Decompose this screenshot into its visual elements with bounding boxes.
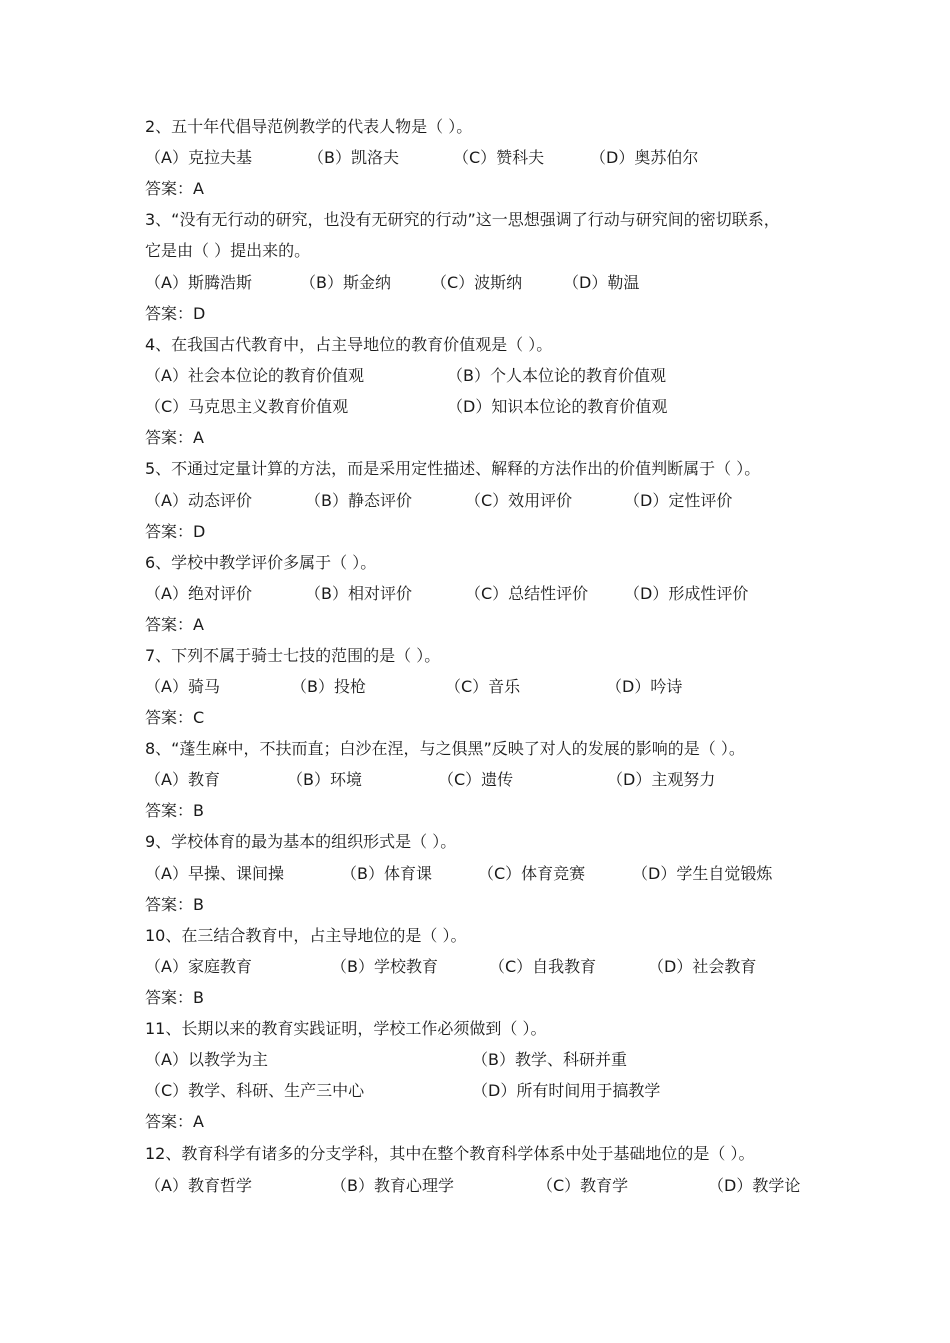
- question-11-text: 11、长期以来的教育实践证明，学校工作必须做到（ ）。: [145, 1019, 547, 1038]
- question-6-text: 6、学校中教学评价多属于（ ）。: [145, 553, 377, 572]
- option-c: （C）音乐: [445, 677, 521, 696]
- question-6-answer: 答案：A: [145, 615, 204, 634]
- question-10-text: 10、在三结合教育中，占主导地位的是（ ）。: [145, 926, 467, 945]
- option-c: （C）赞科夫: [453, 148, 545, 167]
- question-4-answer: 答案：A: [145, 428, 204, 447]
- question-10-answer: 答案：B: [145, 988, 204, 1007]
- option-d: （D）社会教育: [648, 957, 757, 976]
- option-b: （B）教学、科研并重: [472, 1050, 627, 1069]
- option-b: （B）学校教育: [331, 957, 438, 976]
- question-2-answer: 答案：A: [145, 179, 204, 198]
- question-2-text: 2、五十年代倡导范例教学的代表人物是（ ）。: [145, 117, 473, 136]
- option-b: （B）体育课: [341, 864, 432, 883]
- option-c: （C）教育学: [537, 1176, 629, 1195]
- question-9-answer: 答案：B: [145, 895, 204, 914]
- option-b: （B）投枪: [291, 677, 366, 696]
- option-a: （A）社会本位论的教育价值观: [145, 366, 364, 385]
- option-a: （A）家庭教育: [145, 957, 252, 976]
- option-b: （B）环境: [287, 770, 362, 789]
- option-b: （B）静态评价: [305, 491, 412, 510]
- option-b: （B）个人本位论的教育价值观: [447, 366, 666, 385]
- option-d: （D）所有时间用于搞教学: [472, 1081, 661, 1100]
- option-d: （D）学生自觉锻炼: [632, 864, 773, 883]
- option-c: （C）教学、科研、生产三中心: [145, 1081, 365, 1100]
- question-8-answer: 答案：B: [145, 801, 204, 820]
- option-d: （D）知识本位论的教育价值观: [447, 397, 668, 416]
- option-a: （A）教育: [145, 770, 220, 789]
- option-c: （C）遗传: [438, 770, 514, 789]
- question-7-answer: 答案：C: [145, 708, 205, 727]
- option-d: （D）奥苏伯尔: [590, 148, 699, 167]
- option-c: （C）总结性评价: [465, 584, 589, 603]
- question-5-text: 5、不通过定量计算的方法，而是采用定性描述、解释的方法作出的价值判断属于（ ）。: [145, 459, 761, 478]
- option-c: （C）自我教育: [489, 957, 597, 976]
- option-a: （A）斯腾浩斯: [145, 273, 252, 292]
- option-d: （D）主观努力: [607, 770, 716, 789]
- option-d: （D）教学论: [708, 1176, 801, 1195]
- question-9-text: 9、学校体育的最为基本的组织形式是（ ）。: [145, 832, 457, 851]
- option-d: （D）勒温: [563, 273, 640, 292]
- option-b: （B）斯金纳: [300, 273, 391, 292]
- question-3-text-cont: 它是由（ ）提出来的。: [145, 241, 311, 260]
- question-12-text: 12、教育科学有诸多的分支学科，其中在整个教育科学体系中处于基础地位的是（ ）。: [145, 1144, 755, 1163]
- question-3-text: 3、“没有无行动的研究，也没有无研究的行动”这一思想强调了行动与研究间的密切联系，: [145, 210, 780, 229]
- option-c: （C）波斯纳: [431, 273, 523, 292]
- option-a: （A）克拉夫基: [145, 148, 252, 167]
- option-a: （A）绝对评价: [145, 584, 252, 603]
- option-c: （C）体育竞赛: [478, 864, 586, 883]
- option-b: （B）凯洛夫: [308, 148, 399, 167]
- option-d: （D）形成性评价: [624, 584, 749, 603]
- option-b: （B）教育心理学: [331, 1176, 454, 1195]
- option-a: （A）骑马: [145, 677, 220, 696]
- option-c: （C）效用评价: [465, 491, 573, 510]
- option-b: （B）相对评价: [305, 584, 412, 603]
- option-a: （A）教育哲学: [145, 1176, 252, 1195]
- question-5-answer: 答案：D: [145, 522, 206, 541]
- question-8-text: 8、“蓬生麻中，不扶而直；白沙在涅，与之俱黑”反映了对人的发展的影响的是（ ）。: [145, 739, 745, 758]
- option-a: （A）早操、课间操: [145, 864, 284, 883]
- option-c: （C）马克思主义教育价值观: [145, 397, 349, 416]
- option-d: （D）定性评价: [624, 491, 733, 510]
- option-a: （A）动态评价: [145, 491, 252, 510]
- option-d: （D）吟诗: [606, 677, 683, 696]
- question-4-text: 4、在我国古代教育中，占主导地位的教育价值观是（ ）。: [145, 335, 553, 354]
- question-11-answer: 答案：A: [145, 1112, 204, 1131]
- option-a: （A）以教学为主: [145, 1050, 268, 1069]
- question-3-answer: 答案：D: [145, 304, 206, 323]
- question-7-text: 7、下列不属于骑士七技的范围的是（ ）。: [145, 646, 441, 665]
